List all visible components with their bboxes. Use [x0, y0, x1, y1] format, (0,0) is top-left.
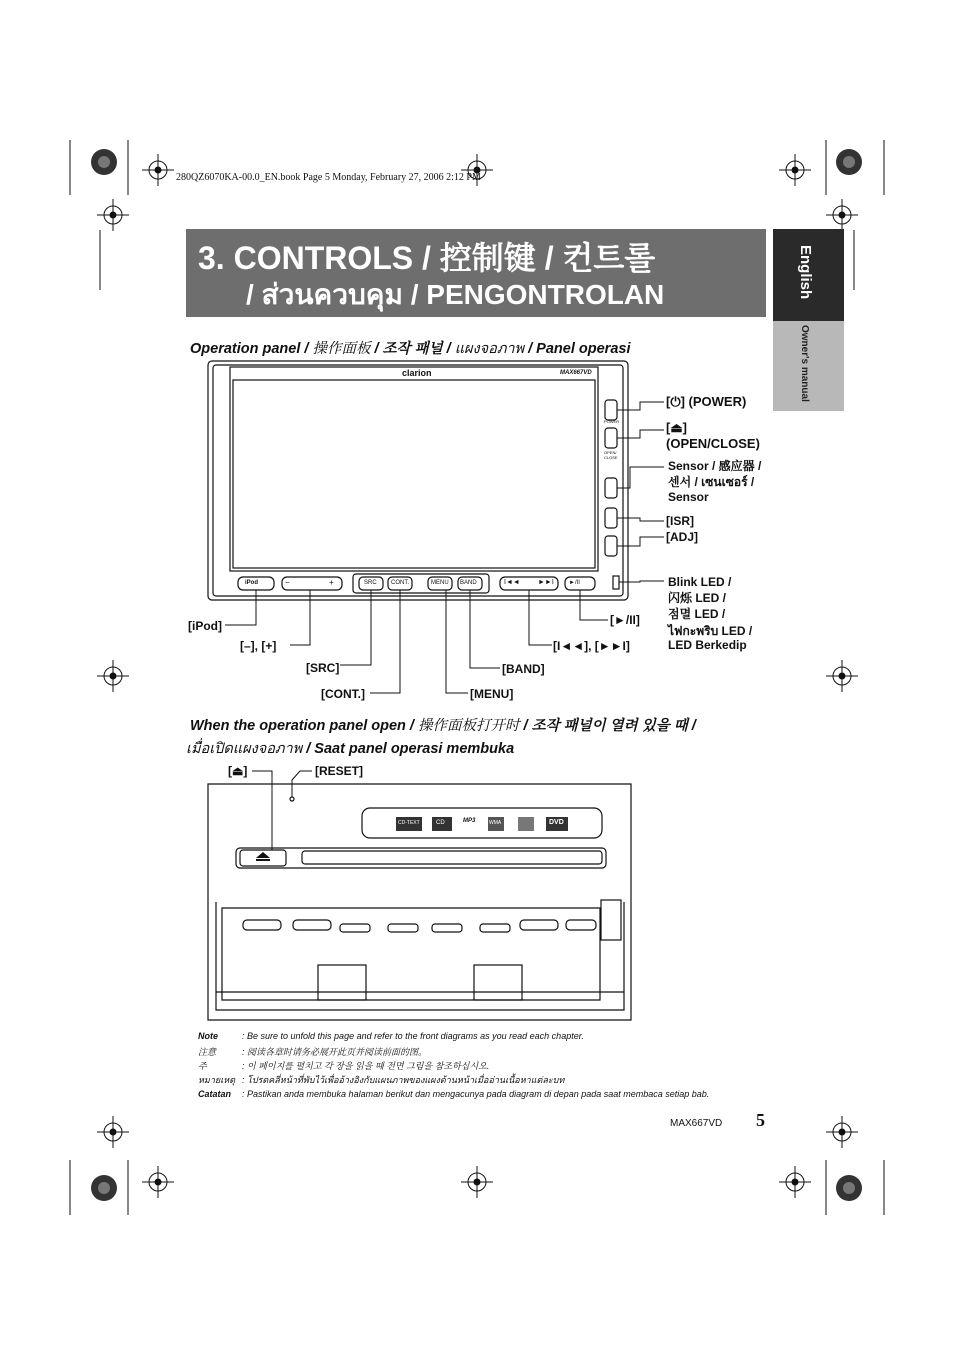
minus-button[interactable]: −: [285, 578, 290, 587]
reset-label: [RESET]: [315, 764, 363, 778]
open-close-small-label: OPEN/ CLOSE: [604, 450, 618, 460]
play-pause-label: [►/II]: [610, 613, 640, 627]
note-key: Note: [198, 1031, 218, 1041]
heading2-text-en: When the operation panel open /: [190, 718, 418, 734]
note-key: 注意: [198, 1047, 217, 1057]
band-button[interactable]: BAND: [460, 580, 477, 586]
note-key: 주: [198, 1061, 207, 1071]
blink-led-label-1: Blink LED /: [668, 575, 732, 589]
side-tab-section-label: Owner's manual: [799, 325, 810, 402]
note-row-th: [198, 1073, 564, 1087]
cont-label: [CONT.]: [321, 687, 365, 701]
heading-text-ko: / 조작 패널 /: [370, 341, 455, 357]
blink-led-label-3: 점멸 LED /: [668, 607, 726, 621]
format-logos: [396, 817, 568, 831]
minus-plus-label: [–], [+]: [240, 639, 277, 653]
note-text: : Be sure to unfold this page and refer to the front diagrams as you read each chapter.: [242, 1031, 584, 1041]
next-track-button[interactable]: ►►I: [538, 579, 554, 586]
logo-cd-text: CD-TEXT: [398, 820, 420, 826]
logo-mp3: MP3: [463, 818, 476, 824]
file-info-header: 280QZ6070KA-00.0_EN.book Page 5 Monday, February 27, 2006 2:12 PM: [176, 172, 481, 183]
isr-label: [ISR]: [666, 514, 694, 528]
src-label: [SRC]: [306, 661, 340, 675]
heading-text-zh: 操作面板: [312, 341, 371, 357]
note-key: Catatan: [198, 1089, 232, 1099]
adj-label: [ADJ]: [666, 530, 698, 544]
play-pause-button[interactable]: ►/II: [569, 580, 580, 586]
ipod-label: [iPod]: [188, 619, 222, 633]
plus-button[interactable]: +: [329, 578, 334, 587]
sensor-label-3: Sensor: [668, 490, 709, 504]
page-number: 5: [756, 1110, 765, 1130]
note-row-id: [198, 1089, 709, 1099]
prev-track-button[interactable]: I◄◄: [504, 579, 520, 586]
chapter-title-line2: / ส่วนควบคุม / PENGONTROLAN: [246, 279, 665, 310]
blink-led-label-4: ไฟกะพริบ LED /: [668, 624, 753, 638]
open-close-icon-label: [⏏]: [666, 420, 687, 435]
note-text: : 阅读各章时请务必展开此页并阅读前面的图。: [242, 1047, 428, 1057]
note-text: : 이 페이지를 펼치고 각 장을 읽을 때 전면 그림을 참조하십시오.: [242, 1061, 490, 1071]
note-row-zh: [198, 1045, 427, 1058]
sensor-label-1: Sensor / 感应器 /: [668, 459, 762, 473]
src-button[interactable]: SRC: [364, 580, 377, 586]
heading-text-id: / Panel operasi: [524, 341, 631, 357]
ipod-button[interactable]: iPod: [245, 580, 258, 586]
chapter-title-line1: 3. CONTROLS / 控制键 / 컨트롤: [198, 240, 656, 276]
heading2-text-id: / Saat panel operasi membuka: [302, 741, 515, 757]
eject-icon: [256, 852, 270, 861]
heading2-text-ko: / 조작 패널이 열려 있을 때 /: [519, 718, 696, 734]
band-label: [BAND]: [502, 662, 545, 676]
cont-button[interactable]: CONT.: [391, 580, 409, 586]
heading2-text-zh: 操作面板打开时: [417, 718, 520, 734]
logo-wma: WMA: [489, 820, 502, 826]
brand-logo: clarion: [402, 368, 432, 378]
power-small-label: POWER: [604, 419, 620, 424]
device-model-mark: MAX667VD: [560, 370, 592, 376]
note-key: หมายเหตุ: [198, 1075, 236, 1085]
sensor-label-2: 센서 / เซนเซอร์ /: [668, 475, 755, 489]
blink-led-label-5: LED Berkedip: [668, 638, 747, 652]
logo-dvd: DVD: [549, 819, 564, 826]
note-text: : Pastikan anda membuka halaman berikut dan mengacunya pada diagram di depan pada saat membaca setiap bab.: [242, 1089, 710, 1099]
heading-text-th: แผงจอภาพ: [454, 341, 525, 357]
side-tab-language-label: English: [797, 245, 814, 300]
note-text: : โปรดคลี่หน้าที่พับไว้เพื่ออ้างอิงกับแผนภาพของแผงด้านหน้าเมื่ออ่านเนื้อหาแต่ละบท: [242, 1075, 565, 1085]
menu-label: [MENU]: [470, 687, 514, 701]
note-row-en: [198, 1031, 584, 1041]
open-close-label: (OPEN/CLOSE): [666, 436, 760, 451]
eject-label: [⏏]: [228, 764, 248, 778]
logo-cd: CD: [436, 820, 445, 826]
note-row-ko: [198, 1059, 489, 1072]
blink-led-label-2: 闪烁 LED /: [668, 591, 727, 605]
prev-next-label: [I◄◄], [►►I]: [553, 639, 630, 653]
heading-text-en: Operation panel /: [190, 341, 313, 357]
menu-button[interactable]: MENU: [431, 580, 449, 586]
heading2-text-th: เมื่อเปิดแผงจอภาพ: [186, 741, 303, 757]
footer-model: MAX667VD: [670, 1118, 723, 1129]
power-label: [⏻] (POWER): [666, 394, 747, 409]
